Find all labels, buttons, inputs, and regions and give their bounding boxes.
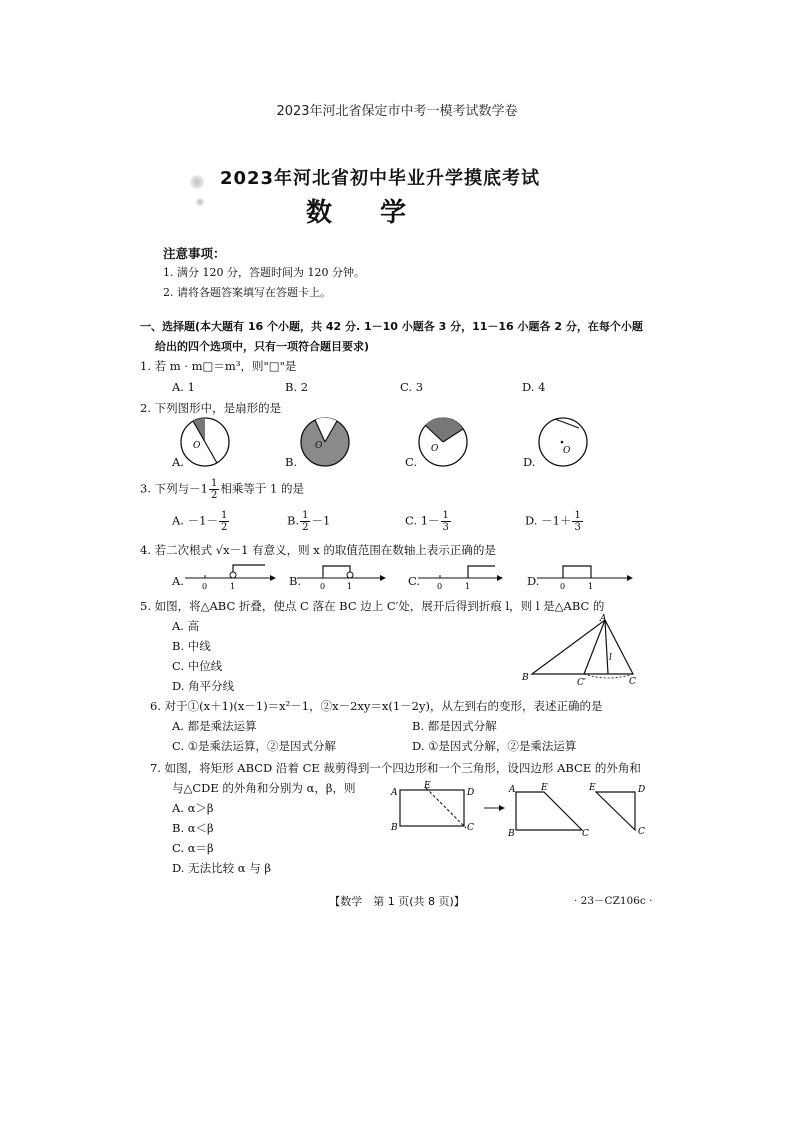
vertex-b-label: B — [522, 673, 529, 683]
tick-0-label: 0 — [437, 582, 443, 591]
q4-option-a: A. — [172, 574, 184, 588]
q2-center-label: O — [315, 441, 323, 451]
q3-option-a: A. －1－ $\frac{1}{2}$ — [172, 510, 228, 533]
question-2-stem: 2. 下列图形中，是扇形的是 — [140, 401, 282, 415]
q2-figure-a — [181, 418, 229, 466]
label-b: B — [508, 829, 515, 839]
source-header: 2023年河北省保定市中考一模考试数学卷 — [276, 104, 518, 119]
q4-option-c: C. — [408, 574, 421, 588]
vertex-c-prime-label: C′ — [577, 678, 586, 688]
q4-line-d — [537, 566, 632, 591]
vertex-c-label: C — [629, 677, 636, 687]
tick-1-label: 1 — [588, 582, 594, 591]
q5-triangle-figure — [520, 612, 645, 688]
section-heading: 一、选择题(本大题有 16 个小题，共 42 分. 1－10 小题各 3 分，11－16 小题各 2 分，在每个小题 — [140, 320, 643, 333]
q7-rectangle-figure — [388, 780, 653, 842]
label-d: D — [467, 788, 475, 798]
question-6-stem: 6. 对于①(x＋1)(x－1)＝x²－1，②x－2xy＝x(1－2y)，从左到右的变形，表述正确的是 — [150, 699, 603, 713]
q4-line-c — [418, 566, 502, 591]
q4-option-b: B. — [289, 574, 302, 588]
label-d: D — [638, 785, 646, 795]
tick-0-label: 0 — [202, 582, 208, 591]
q7-option-a: A. α＞β — [172, 801, 214, 815]
q6-option-d: D. ①是因式分解，②是乘法运算 — [412, 739, 577, 753]
q2-figure-b — [301, 418, 349, 466]
question-7-stem: 7. 如图，将矩形 ABCD 沿着 CE 裁剪得到一个四边形和一个三角形，设四边形 ABCE 的外角和 — [150, 761, 641, 775]
q5-option-b: B. 中线 — [172, 639, 211, 653]
notice-item: 2. 请将各题答案填写在答题卡上。 — [163, 286, 331, 299]
q1-option-c: C. 3 — [400, 380, 424, 394]
section-heading-cont: 给出的四个选项中，只有一项符合题目要求) — [155, 340, 370, 353]
subject-title: 数学 — [305, 198, 454, 228]
q7-option-d: D. 无法比较 α 与 β — [172, 861, 272, 875]
q1-option-b: B. 2 — [285, 380, 309, 394]
q2-center-label: O — [193, 441, 201, 451]
label-c: C — [638, 827, 645, 837]
label-a: A — [509, 785, 516, 795]
q2-option-c: C. — [405, 455, 418, 469]
q6-option-c: C. ①是乘法运算，②是因式分解 — [172, 739, 337, 753]
tick-0-label: 0 — [560, 582, 566, 591]
q7-option-c: C. α＝β — [172, 841, 214, 855]
question-7-stem-cont: 与△CDE 的外角和分别为 α，β，则 — [172, 781, 356, 795]
question-4-stem: 4. 若二次根式 √x－1 有意义，则 x 的取值范围在数轴上表示正确的是 — [140, 543, 496, 557]
label-b: B — [391, 823, 398, 833]
q2-option-a: A. — [172, 455, 184, 469]
q3-option-d: D. －1＋ $\frac{1}{3}$ — [525, 510, 581, 533]
label-e: E — [541, 783, 548, 793]
label-a: A — [391, 788, 398, 798]
question-3-stem: 3. 下列与－1 $\frac{1}{2}$ 相乘等于 1 的是 — [140, 478, 304, 501]
crease-l-label: l — [609, 653, 612, 663]
q5-option-c: C. 中位线 — [172, 659, 223, 673]
label-c: C — [582, 829, 589, 839]
q2-option-b: B. — [285, 455, 298, 469]
q4-option-d: D. — [527, 574, 540, 588]
q2-figure-d — [539, 418, 587, 466]
tick-1-label: 1 — [465, 582, 471, 591]
q5-option-d: D. 角平分线 — [172, 679, 235, 693]
q2-option-d: D. — [523, 455, 536, 469]
page-footer: 【数学 第 1 页(共 8 页)】 — [329, 895, 465, 908]
exam-title: 2023年河北省初中毕业升学摸底考试 — [219, 168, 541, 189]
q2-center-label: O — [431, 444, 439, 454]
exam-code: · 23－CZ106c · — [574, 895, 653, 907]
q7-option-b: B. α＜β — [172, 821, 214, 835]
q3-option-c: C. 1－ $\frac{1}{3}$ — [405, 510, 449, 533]
q4-number-lines — [180, 560, 640, 594]
q2-center-label: O — [563, 446, 571, 456]
label-c: C — [467, 823, 474, 833]
q5-option-a: A. 高 — [172, 619, 200, 633]
q4-line-b — [297, 566, 385, 591]
question-5-stem: 5. 如图，将△ABC 折叠，使点 C 落在 BC 边上 C′处，展开后得到折痕 l，则 l 是△ABC 的 — [140, 599, 605, 613]
notice-item: 1. 满分 120 分，答题时间为 120 分钟。 — [163, 266, 365, 279]
q6-option-a: A. 都是乘法运算 — [172, 719, 257, 733]
tick-1-label: 1 — [230, 582, 236, 591]
q2-figure-c — [419, 417, 467, 466]
q4-line-a — [185, 565, 275, 591]
q6-option-b: B. 都是因式分解 — [412, 719, 497, 733]
tick-0-label: 0 — [320, 582, 326, 591]
label-e: E — [589, 783, 596, 793]
tick-1-label: 1 — [347, 582, 353, 591]
question-1-stem: 1. 若 m · m□＝m³，则"□"是 — [140, 359, 297, 373]
q1-option-d: D. 4 — [522, 380, 546, 394]
label-e: E — [424, 781, 431, 791]
vertex-a-label: A — [600, 614, 607, 624]
q1-option-a: A. 1 — [172, 380, 195, 394]
notice-title: 注意事项： — [163, 246, 226, 261]
q3-option-b: B. $\frac{1}{2}$ －1 — [287, 510, 331, 533]
